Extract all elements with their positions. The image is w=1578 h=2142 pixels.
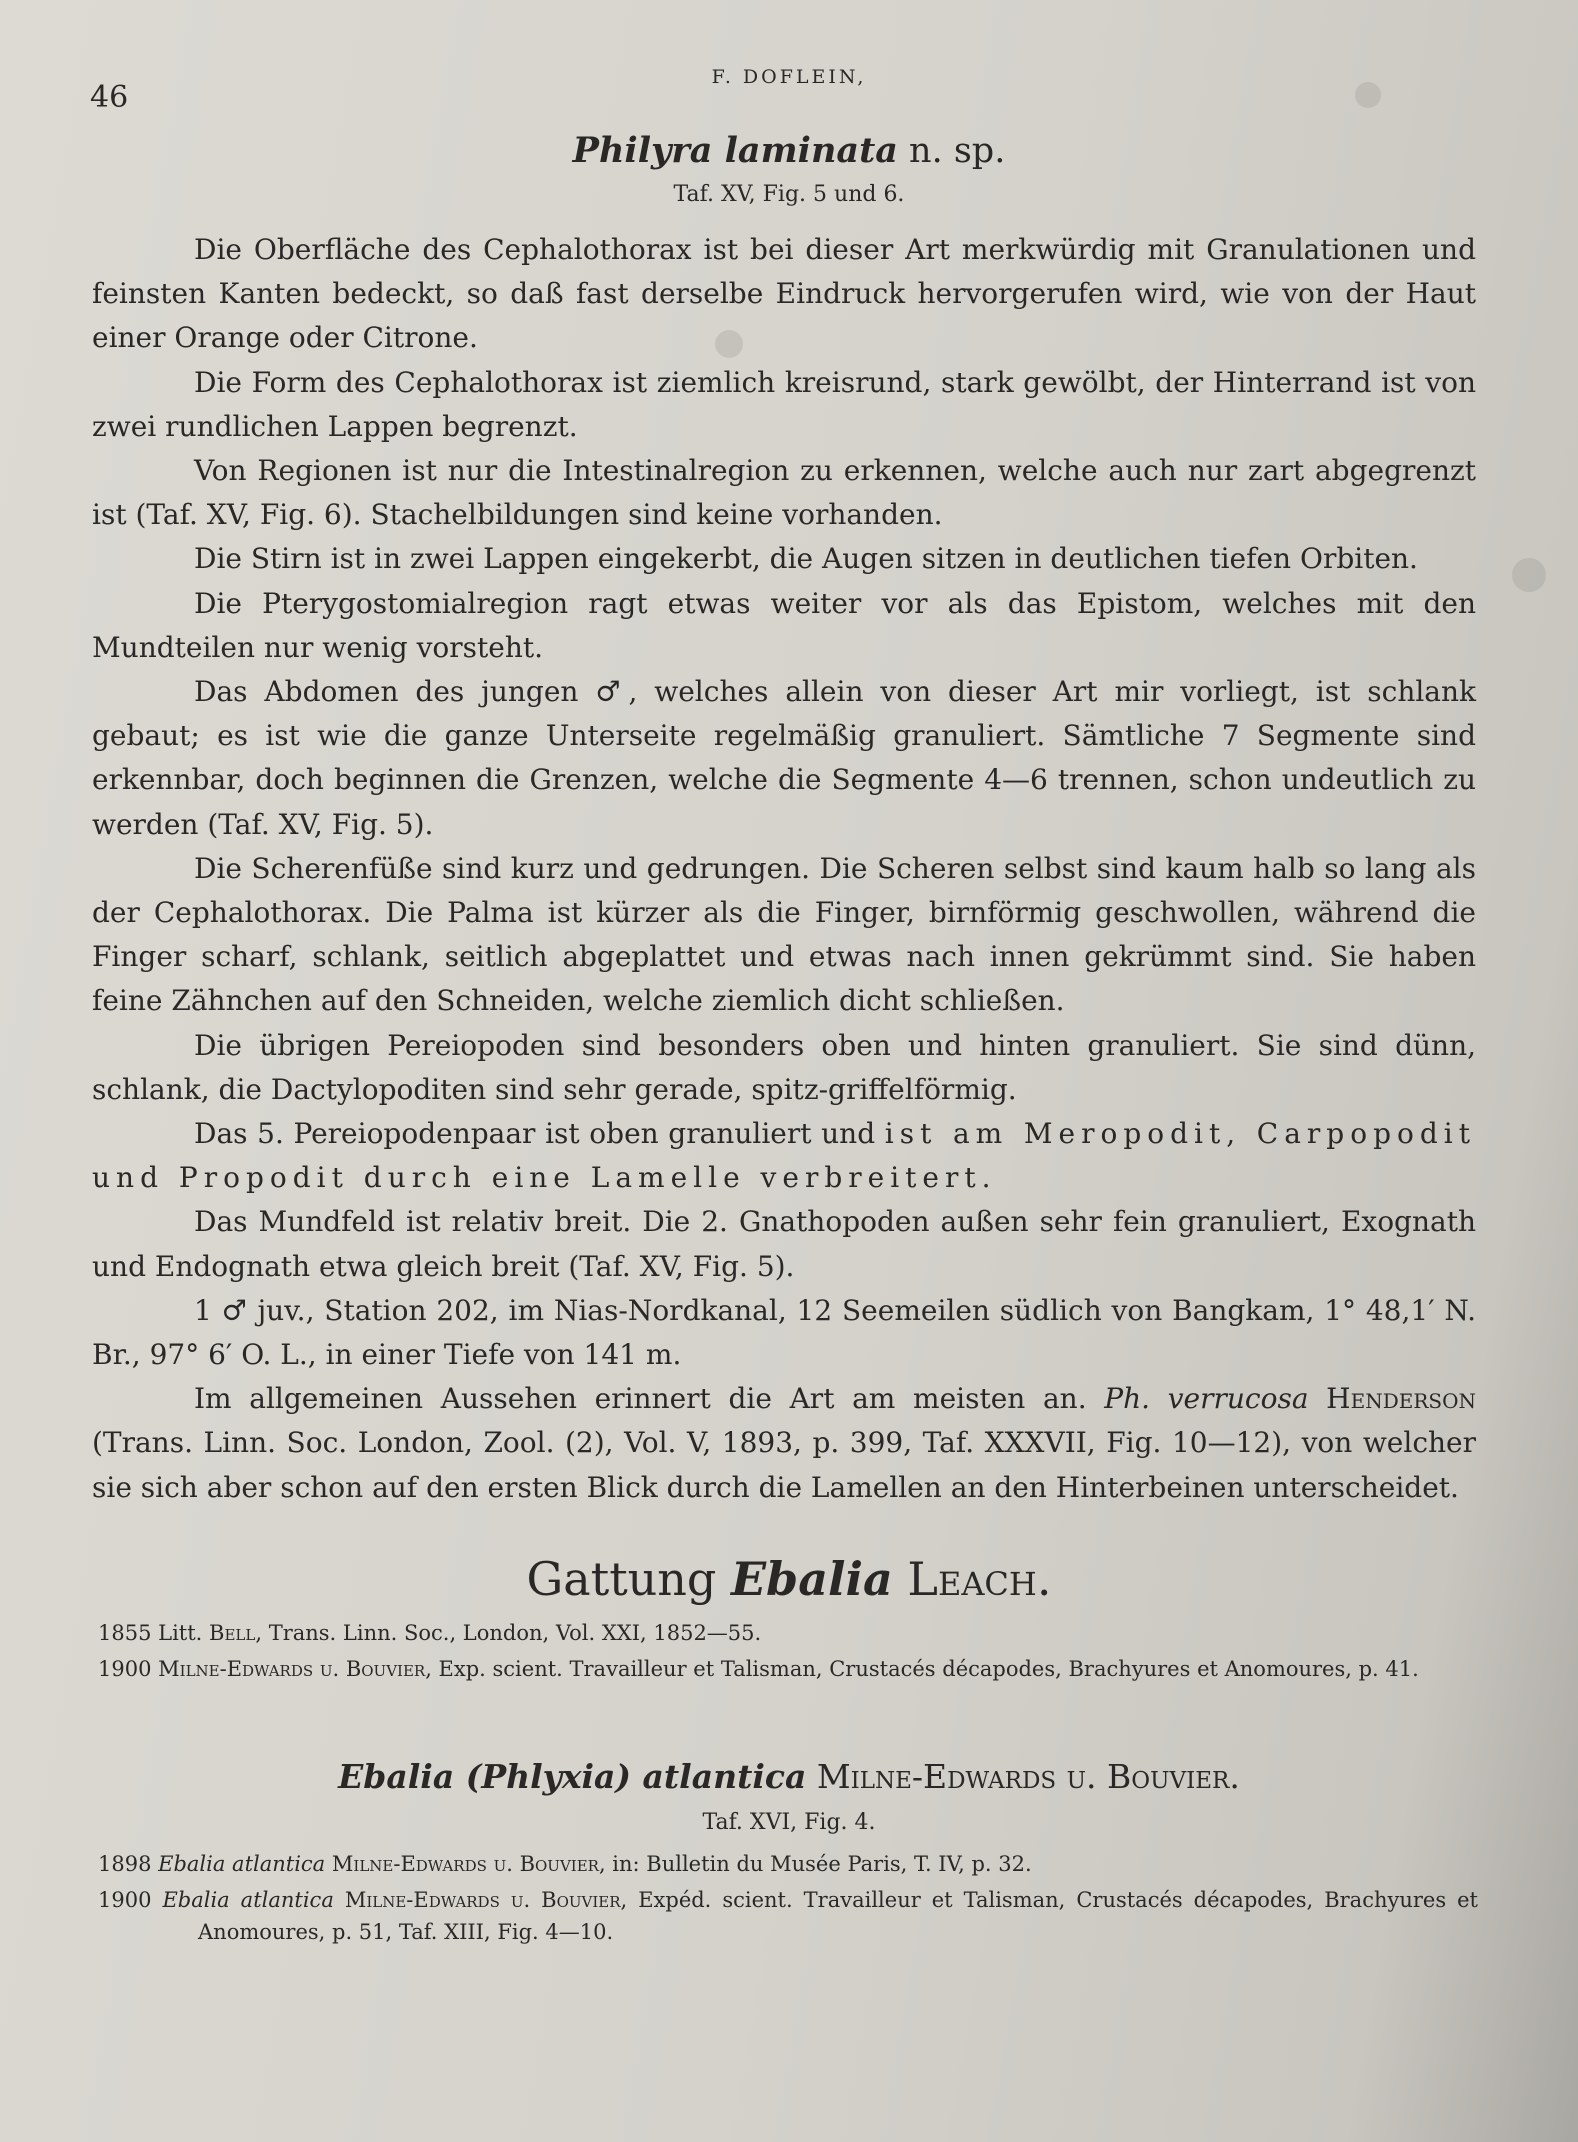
ref-text: , Trans. Linn. Soc., London, Vol. XXI, 1852—55.	[255, 1621, 762, 1645]
paragraph	[92, 1112, 1476, 1200]
description-body	[92, 228, 1476, 1510]
reference-entry	[98, 1617, 1478, 1649]
ref-text: , in: Bulletin du Musée Paris, T. IV, p. 32.	[598, 1852, 1032, 1876]
species-author: Milne-Edwards u. Bouvier.	[806, 1757, 1240, 1796]
ref-species: Ebalia atlantica	[151, 1888, 334, 1912]
ref-year: 1900	[98, 1657, 152, 1681]
paragraph: 1 ♂ juv., Station 202, im Nias-Nordkanal, 12 Seemeilen südlich von Bangkam, 1° 48,1′ N. Br., 97° 6′ O. L., in einer Tiefe von 141 m.	[92, 1293, 1476, 1372]
ref-species: Ebalia atlantica	[151, 1852, 326, 1876]
ref-year: 1855	[98, 1621, 152, 1645]
reference-entry	[98, 1848, 1478, 1880]
genus-prefix: Gattung	[526, 1552, 731, 1606]
paper-spot	[1512, 558, 1546, 592]
genus-author: Leach.	[892, 1552, 1052, 1606]
paragraph: Die Pterygostomialregion ragt etwas weiter vor als das Epistom, welches mit den Mundteilen nur wenig vorsteht.	[92, 586, 1476, 664]
species-references	[98, 1848, 1478, 1952]
ref-author: Bell	[209, 1621, 256, 1645]
ref-year: 1900	[98, 1888, 152, 1912]
paragraph: Die Stirn ist in zwei Lappen eingekerbt, die Augen sitzen in deutlichen tiefen Orbiten.	[194, 542, 1418, 576]
paragraph: Die Form des Cephalothorax ist ziemlich kreisrund, stark gewölbt, der Hinterrand ist von zwei rundlichen Lappen begrenzt.	[92, 365, 1476, 443]
running-head: F. DOFLEIN,	[711, 66, 867, 88]
paragraph: Die Scherenfüße sind kurz und gedrungen. Die Scheren selbst sind kaum halb so lang als der Cephalothorax. Die Palma ist kürzer als die Finger, birnförmig geschwollen, während die Finger scharf, schlank, seitlich abgeplattet und etwas nach innen gekrümmt sind. Sie haben feine Zähnchen auf den Schneiden, welche ziemlich dicht schließen.	[92, 851, 1476, 1018]
species-title	[0, 130, 1578, 171]
ref-text: , Expéd. scient. Travailleur et Talisman, Crustacés décapodes, Brachyures et Anomoures, p. 51, Taf. XIII, Fig. 4—10.	[198, 1888, 1478, 1944]
plate-reference: Taf. XV, Fig. 5 und 6.	[673, 182, 905, 207]
species-name: Philyra laminata	[572, 130, 898, 171]
author-name: Henderson	[1308, 1382, 1476, 1416]
species-name: Ebalia (Phlyxia) atlantica	[338, 1757, 807, 1796]
paragraph: Die übrigen Pereiopoden sind besonders oben und hinten granuliert. Sie sind dünn, schlank, die Dactylopoditen sind sehr gerade, spitz-griffelförmig.	[92, 1028, 1476, 1106]
paragraph	[92, 1377, 1476, 1510]
spaced-text: ist am Meropodit, Carpopodit und Propodit durch eine Lamelle verbreitert.	[92, 1117, 1476, 1195]
page-number: 46	[90, 80, 129, 115]
ref-pre: Litt.	[151, 1621, 210, 1645]
reference-entry	[98, 1653, 1478, 1685]
genus-name: Ebalia	[731, 1552, 893, 1606]
genus-references	[98, 1617, 1478, 1689]
paragraph: Das Mundfeld ist relativ breit. Die 2. Gnathopoden außen sehr fein granuliert, Exognath und Endognath etwa gleich breit (Taf. XV, Fig. 5).	[92, 1205, 1476, 1283]
ref-text: , Exp. scient. Travailleur et Talisman, Crustacés décapodes, Brachyures et Anomoures, p. 41.	[425, 1657, 1419, 1681]
plate-reference: Taf. XVI, Fig. 4.	[702, 1810, 876, 1835]
ref-author: Milne-Edwards u. Bouvier	[333, 1888, 621, 1912]
ref-author: Milne-Edwards u. Bouvier	[158, 1657, 426, 1681]
paragraph: Das Abdomen des jungen ♂, welches allein von dieser Art mir vorliegt, ist schlank gebaut; es ist wie die ganze Unterseite regelmäßig granuliert. Sämtliche 7 Segmente sind erkennbar, doch beginnen die Grenzen, welche die Segmente 4—6 trennen, schon undeutlich zu werden (Taf. XV, Fig. 5).	[92, 675, 1476, 841]
paragraph-text: Im allgemeinen Aussehen erinnert die Art am meisten an.	[194, 1382, 1105, 1416]
ref-author: Milne-Edwards u. Bouvier	[325, 1852, 599, 1876]
species-title	[0, 1757, 1578, 1796]
paragraph: Von Regionen ist nur die Intestinalregion zu erkennen, welche auch nur zart abgegrenzt ist (Taf. XV, Fig. 6). Stachelbildungen sind keine vorhanden.	[92, 454, 1476, 532]
paragraph-text: (Trans. Linn. Soc. London, Zool. (2), Vol. V, 1893, p. 399, Taf. XXXVII, Fig. 10—12), von welcher sie sich aber schon auf den ersten Blick durch die Lamellen an den Hinterbeinen unterscheidet.	[92, 1426, 1476, 1504]
genus-heading	[0, 1552, 1578, 1606]
reference-entry	[98, 1884, 1478, 1948]
paragraph-text: Das 5. Pereiopodenpaar ist oben granuliert und	[194, 1117, 885, 1151]
ref-year: 1898	[98, 1852, 152, 1876]
species-suffix: n. sp.	[897, 131, 1006, 171]
paragraph: Die Oberfläche des Cephalothorax ist bei dieser Art merkwürdig mit Granulationen und feinsten Kanten bedeckt, so daß fast derselbe Eindruck hervorgerufen wird, wie von der Haut einer Orange oder Citrone.	[92, 233, 1476, 355]
species-italic: Ph. verrucosa	[1104, 1382, 1309, 1416]
